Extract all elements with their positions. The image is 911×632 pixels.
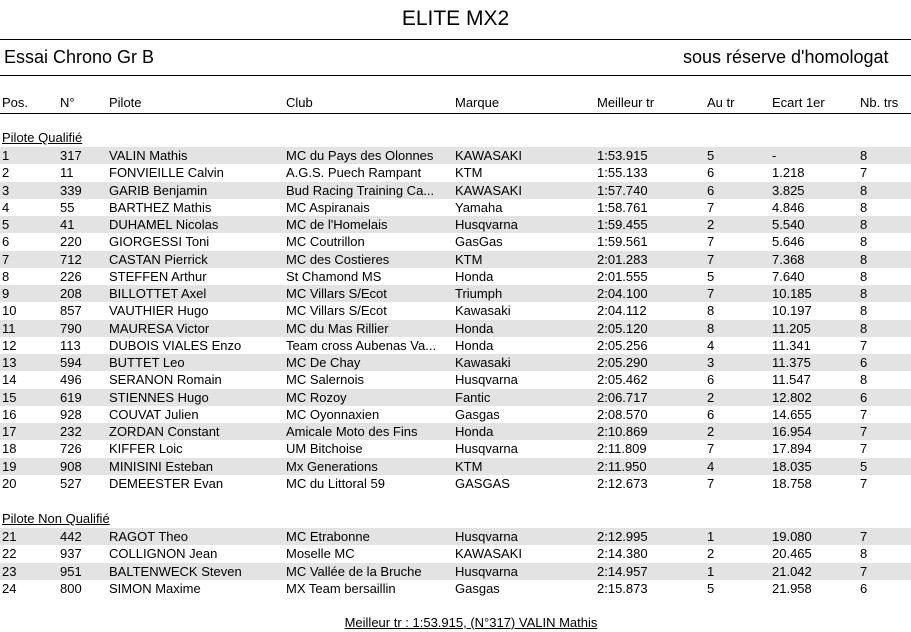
col-nb-trs: Nb. trs — [860, 95, 899, 110]
lap-count-cell: 7 — [860, 441, 868, 457]
best-lap-cell: 2:15.873 — [597, 580, 648, 596]
lap-count-cell: 8 — [860, 217, 868, 232]
best-lap-cell: 2:12.673 — [597, 475, 648, 491]
lap-count-cell: 5 — [860, 458, 868, 474]
best-lap-cell: 2:10.869 — [597, 424, 648, 439]
table-row — [0, 458, 911, 475]
best-lap-number-cell: 2 — [707, 389, 715, 405]
lap-count-cell: 8 — [860, 234, 868, 250]
club-name-cell: MC Rozoy — [286, 389, 347, 405]
club-name-cell: UM Bitchoise — [286, 441, 363, 457]
rider-name-cell: FONVIEILLE Calvin — [109, 165, 224, 181]
position-cell: 22 — [2, 546, 17, 562]
bike-number-cell: 317 — [60, 148, 82, 163]
rider-name-cell: VALIN Mathis — [109, 148, 188, 163]
col-au-tr: Au tr — [707, 95, 735, 110]
table-row — [0, 580, 911, 597]
club-name-cell: MC des Costieres — [286, 251, 390, 267]
gap-to-first-cell: 11.375 — [772, 355, 811, 370]
table-row — [0, 389, 911, 406]
position-cell: 1 — [2, 148, 10, 163]
bike-number-cell: 339 — [60, 182, 82, 198]
col-club: Club — [286, 95, 313, 110]
brand-cell: Honda — [455, 268, 494, 284]
position-cell: 24 — [2, 580, 17, 596]
brand-cell: KTM — [455, 458, 483, 474]
gap-to-first-cell: 11.547 — [772, 372, 811, 388]
lap-count-cell: 6 — [860, 355, 868, 370]
club-name-cell: MC Villars S/Ecot — [286, 286, 387, 301]
brand-cell: Husqvarna — [455, 441, 518, 457]
bike-number-cell: 790 — [60, 320, 82, 336]
best-lap-number-cell: 5 — [707, 268, 715, 284]
table-row — [0, 528, 911, 545]
col-marque: Marque — [455, 95, 500, 110]
table-row — [0, 563, 911, 580]
best-lap-number-cell: 7 — [707, 286, 715, 301]
rider-name-cell: DUBOIS VIALES Enzo — [109, 337, 242, 353]
gap-to-first-cell: 3.825 — [772, 182, 805, 198]
brand-cell: Yamaha — [455, 199, 503, 215]
brand-cell: KTM — [455, 165, 483, 181]
homologation-note: sous réserve d'homologat — [683, 47, 889, 67]
rider-name-cell: KIFFER Loic — [109, 441, 183, 457]
club-name-cell: MC Aspiranais — [286, 199, 370, 215]
col-pos: Pos. — [2, 95, 29, 110]
best-lap-number-cell: 8 — [707, 320, 715, 336]
table-row — [0, 147, 911, 164]
column-headers — [0, 94, 911, 111]
best-lap-number-cell: 5 — [707, 580, 715, 596]
bike-number-cell: 726 — [60, 441, 82, 457]
rider-name-cell: MINISINI Esteban — [109, 458, 214, 474]
club-name-cell: MC Vallée de la Bruche — [286, 563, 422, 579]
club-name-cell: MC du Littoral 59 — [286, 475, 385, 491]
position-cell: 9 — [2, 286, 10, 301]
position-cell: 3 — [2, 182, 10, 198]
col-ecart: Ecart 1er — [772, 95, 825, 110]
best-lap-number-cell: 6 — [707, 406, 715, 422]
bike-number-cell: 208 — [60, 286, 82, 301]
best-lap-cell: 2:05.256 — [597, 337, 648, 353]
table-row — [0, 475, 911, 492]
club-name-cell: MC du Pays des Olonnes — [286, 148, 434, 163]
best-lap-number-cell: 6 — [707, 372, 715, 388]
best-lap-summary: Meilleur tr : 1:53.915, (N°317) VALIN Mathis — [344, 615, 598, 630]
bike-number-cell: 928 — [60, 406, 82, 422]
best-lap-cell: 2:04.112 — [597, 303, 647, 319]
bike-number-cell: 857 — [60, 303, 82, 319]
bike-number-cell: 41 — [60, 217, 75, 232]
best-lap-cell: 1:55.133 — [597, 165, 648, 181]
lap-count-cell: 7 — [860, 406, 868, 422]
best-lap-number-cell: 2 — [707, 546, 715, 562]
best-lap-cell: 2:05.290 — [597, 355, 648, 370]
gap-to-first-cell: 12.802 — [772, 389, 812, 405]
lap-count-cell: 8 — [860, 182, 868, 198]
position-cell: 23 — [2, 563, 17, 579]
table-row — [0, 285, 911, 302]
best-lap-number-cell: 2 — [707, 217, 715, 232]
best-lap-cell: 2:06.717 — [597, 389, 648, 405]
gap-to-first-cell: 20.465 — [772, 546, 812, 562]
brand-cell: Husqvarna — [455, 372, 518, 388]
best-lap-number-cell: 8 — [707, 303, 715, 319]
position-cell: 12 — [2, 337, 17, 353]
rider-name-cell: GARIB Benjamin — [109, 182, 208, 198]
best-lap-cell: 2:12.995 — [597, 529, 648, 544]
position-cell: 6 — [2, 234, 10, 250]
position-cell: 19 — [2, 458, 17, 474]
lap-count-cell: 8 — [860, 320, 868, 336]
table-row — [0, 164, 911, 181]
club-name-cell: MC De Chay — [286, 355, 361, 370]
brand-cell: KAWASAKI — [455, 546, 522, 562]
rider-name-cell: STIENNES Hugo — [109, 389, 209, 405]
col-num: N° — [60, 95, 75, 110]
gap-to-first-cell: 21.042 — [772, 563, 812, 579]
lap-count-cell: 8 — [860, 251, 868, 267]
rider-name-cell: COLLIGNON Jean — [109, 546, 218, 562]
header-rule — [0, 113, 911, 114]
gap-to-first-cell: 5.646 — [772, 234, 805, 250]
best-lap-cell: 1:59.561 — [597, 234, 648, 250]
session-name: Essai Chrono Gr B — [4, 47, 155, 67]
section-qualified-label: Pilote Qualifié — [2, 130, 83, 145]
lap-count-cell: 7 — [860, 337, 868, 353]
brand-cell: Kawasaki — [455, 303, 511, 319]
position-cell: 21 — [2, 529, 17, 544]
brand-cell: Husqvarna — [455, 217, 518, 232]
best-lap-cell: 2:04.100 — [597, 286, 648, 301]
club-name-cell: Bud Racing Training Ca... — [286, 182, 435, 198]
gap-to-first-cell: 21.958 — [772, 580, 812, 596]
lap-count-cell: 8 — [860, 268, 868, 284]
bike-number-cell: 908 — [60, 458, 82, 474]
club-name-cell: Team cross Aubenas Va... — [286, 337, 437, 353]
best-lap-number-cell: 4 — [707, 458, 715, 474]
rider-name-cell: COUVAT Julien — [109, 406, 199, 422]
table-row — [0, 320, 911, 337]
best-lap-number-cell: 7 — [707, 199, 715, 215]
lap-count-cell: 7 — [860, 563, 868, 579]
rider-name-cell: BALTENWECK Steven — [109, 563, 242, 579]
brand-cell: KAWASAKI — [455, 148, 522, 163]
rider-name-cell: VAUTHIER Hugo — [109, 303, 209, 319]
position-cell: 20 — [2, 475, 17, 491]
position-cell: 13 — [2, 355, 17, 370]
bike-number-cell: 712 — [60, 251, 82, 267]
club-name-cell: MC Salernois — [286, 372, 365, 388]
brand-cell: Gasgas — [455, 406, 500, 422]
rider-name-cell: RAGOT Theo — [109, 529, 188, 544]
brand-cell: GasGas — [455, 234, 503, 250]
best-lap-cell: 1:59.455 — [597, 217, 648, 232]
lap-count-cell: 8 — [860, 546, 868, 562]
brand-cell: Fantic — [455, 389, 491, 405]
table-row — [0, 406, 911, 423]
page-title: ELITE MX2 — [401, 7, 510, 30]
best-lap-number-cell: 7 — [707, 441, 715, 457]
rider-name-cell: BARTHEZ Mathis — [109, 199, 212, 215]
brand-cell: GASGAS — [455, 475, 510, 491]
bike-number-cell: 594 — [60, 355, 82, 370]
lap-count-cell: 7 — [860, 529, 868, 544]
bike-number-cell: 232 — [60, 424, 82, 439]
gap-to-first-cell: 19.080 — [772, 529, 812, 544]
col-pilote: Pilote — [109, 95, 142, 110]
bike-number-cell: 619 — [60, 389, 82, 405]
best-lap-number-cell: 7 — [707, 251, 715, 267]
gap-to-first-cell: 5.540 — [772, 217, 805, 232]
bike-number-cell: 226 — [60, 268, 82, 284]
lap-count-cell: 8 — [860, 303, 868, 319]
bike-number-cell: 951 — [60, 563, 82, 579]
best-lap-number-cell: 6 — [707, 165, 715, 181]
club-name-cell: MC Coutrillon — [286, 234, 365, 250]
position-cell: 11 — [2, 320, 16, 336]
position-cell: 17 — [2, 424, 17, 439]
best-lap-cell: 2:08.570 — [597, 406, 648, 422]
rider-name-cell: MAURESA Victor — [109, 320, 210, 336]
club-name-cell: A.G.S. Puech Rampant — [286, 165, 422, 181]
rider-name-cell: DEMEESTER Evan — [109, 475, 224, 491]
table-row — [0, 251, 911, 268]
club-name-cell: MC de l'Homelais — [286, 217, 388, 232]
gap-to-first-cell: 18.035 — [772, 458, 812, 474]
best-lap-number-cell: 7 — [707, 234, 715, 250]
position-cell: 4 — [2, 199, 10, 215]
bike-number-cell: 113 — [60, 337, 81, 353]
club-name-cell: Mx Generations — [286, 458, 378, 474]
club-name-cell: MC Oyonnaxien — [286, 406, 380, 422]
gap-to-first-cell: 16.954 — [772, 424, 812, 439]
position-cell: 10 — [2, 303, 17, 319]
lap-count-cell: 7 — [860, 424, 868, 439]
club-name-cell: MC du Mas Rillier — [286, 320, 389, 336]
gap-to-first-cell: 11.205 — [772, 320, 811, 336]
gap-to-first-cell: 7.640 — [772, 268, 805, 284]
rider-name-cell: STEFFEN Arthur — [109, 268, 207, 284]
section-non-qualified-label: Pilote Non Qualifié — [2, 511, 110, 526]
best-lap-cell: 2:14.957 — [597, 563, 648, 579]
best-lap-cell: 1:53.915 — [597, 148, 648, 163]
position-cell: 2 — [2, 165, 10, 181]
club-name-cell: Amicale Moto des Fins — [286, 424, 418, 439]
gap-to-first-cell: - — [772, 148, 777, 163]
position-cell: 5 — [2, 217, 10, 232]
table-row — [0, 302, 911, 319]
brand-cell: Honda — [455, 320, 494, 336]
table-row — [0, 199, 911, 216]
table-row — [0, 440, 911, 457]
club-name-cell: MC Etrabonne — [286, 529, 370, 544]
gap-to-first-cell: 18.758 — [772, 475, 812, 491]
position-cell: 18 — [2, 441, 17, 457]
best-lap-number-cell: 6 — [707, 182, 715, 198]
bike-number-cell: 220 — [60, 234, 82, 250]
brand-cell: Honda — [455, 337, 494, 353]
best-lap-cell: 2:05.462 — [597, 372, 648, 388]
brand-cell: Husqvarna — [455, 529, 518, 544]
rider-name-cell: CASTAN Pierrick — [109, 251, 208, 267]
table-row — [0, 233, 911, 250]
bike-number-cell: 800 — [60, 580, 82, 596]
club-name-cell: MC Villars S/Ecot — [286, 303, 387, 319]
club-name-cell: St Chamond MS — [286, 268, 382, 284]
brand-cell: Triumph — [455, 286, 503, 301]
gap-to-first-cell: 7.368 — [772, 251, 805, 267]
table-row — [0, 182, 911, 199]
gap-to-first-cell: 1.218 — [772, 165, 805, 181]
brand-cell: KAWASAKI — [455, 182, 522, 198]
gap-to-first-cell: 4.846 — [772, 199, 805, 215]
brand-cell: Gasgas — [455, 580, 500, 596]
gap-to-first-cell: 10.185 — [772, 286, 812, 301]
lap-count-cell: 8 — [860, 148, 868, 163]
title-rule — [0, 39, 911, 40]
best-lap-number-cell: 4 — [707, 337, 715, 353]
club-name-cell: MX Team bersaillin — [286, 580, 396, 596]
best-lap-cell: 2:14.380 — [597, 546, 648, 562]
table-row — [0, 337, 911, 354]
table-row — [0, 371, 911, 388]
best-lap-cell: 2:05.120 — [597, 320, 648, 336]
position-cell: 14 — [2, 372, 17, 388]
bike-number-cell: 527 — [60, 475, 82, 491]
table-row — [0, 423, 911, 440]
table-row — [0, 545, 911, 562]
bike-number-cell: 496 — [60, 372, 82, 388]
brand-cell: KTM — [455, 251, 483, 267]
table-row — [0, 268, 911, 285]
brand-cell: Husqvarna — [455, 563, 518, 579]
gap-to-first-cell: 14.655 — [772, 406, 812, 422]
best-lap-number-cell: 1 — [707, 563, 715, 579]
best-lap-number-cell: 2 — [707, 424, 715, 439]
rider-name-cell: ZORDAN Constant — [109, 424, 220, 439]
gap-to-first-cell: 11.341 — [772, 337, 811, 353]
position-cell: 16 — [2, 406, 17, 422]
lap-count-cell: 8 — [860, 286, 868, 301]
bike-number-cell: 11 — [60, 165, 74, 181]
position-cell: 15 — [2, 389, 17, 405]
best-lap-cell: 2:01.555 — [597, 268, 648, 284]
best-lap-number-cell: 7 — [707, 475, 715, 491]
best-lap-number-cell: 5 — [707, 148, 715, 163]
best-lap-number-cell: 1 — [707, 529, 715, 544]
lap-count-cell: 6 — [860, 389, 868, 405]
lap-count-cell: 8 — [860, 199, 868, 215]
lap-count-cell: 7 — [860, 475, 868, 491]
rider-name-cell: SIMON Maxime — [109, 580, 201, 596]
rider-name-cell: SERANON Romain — [109, 372, 222, 388]
brand-cell: Kawasaki — [455, 355, 511, 370]
gap-to-first-cell: 10.197 — [772, 303, 812, 319]
gap-to-first-cell: 17.894 — [772, 441, 812, 457]
lap-count-cell: 6 — [860, 580, 868, 596]
best-lap-number-cell: 3 — [707, 355, 715, 370]
best-lap-cell: 2:01.283 — [597, 251, 648, 267]
lap-count-cell: 8 — [860, 372, 868, 388]
table-row — [0, 216, 911, 233]
best-lap-cell: 1:57.740 — [597, 182, 648, 198]
rider-name-cell: GIORGESSI Toni — [109, 234, 210, 250]
best-lap-cell: 1:58.761 — [597, 199, 648, 215]
bike-number-cell: 442 — [60, 529, 82, 544]
club-name-cell: Moselle MC — [286, 546, 355, 562]
position-cell: 8 — [2, 268, 10, 284]
rider-name-cell: DUHAMEL Nicolas — [109, 217, 219, 232]
bike-number-cell: 55 — [60, 199, 75, 215]
table-row — [0, 354, 911, 371]
rider-name-cell: BUTTET Leo — [109, 355, 185, 370]
position-cell: 7 — [2, 251, 10, 267]
best-lap-cell: 2:11.950 — [597, 458, 647, 474]
lap-count-cell: 7 — [860, 165, 868, 181]
rider-name-cell: BILLOTTET Axel — [109, 286, 207, 301]
subtitle-rule — [0, 75, 911, 76]
col-meilleur: Meilleur tr — [597, 95, 655, 110]
brand-cell: Honda — [455, 424, 494, 439]
bike-number-cell: 937 — [60, 546, 82, 562]
best-lap-cell: 2:11.809 — [597, 441, 647, 457]
